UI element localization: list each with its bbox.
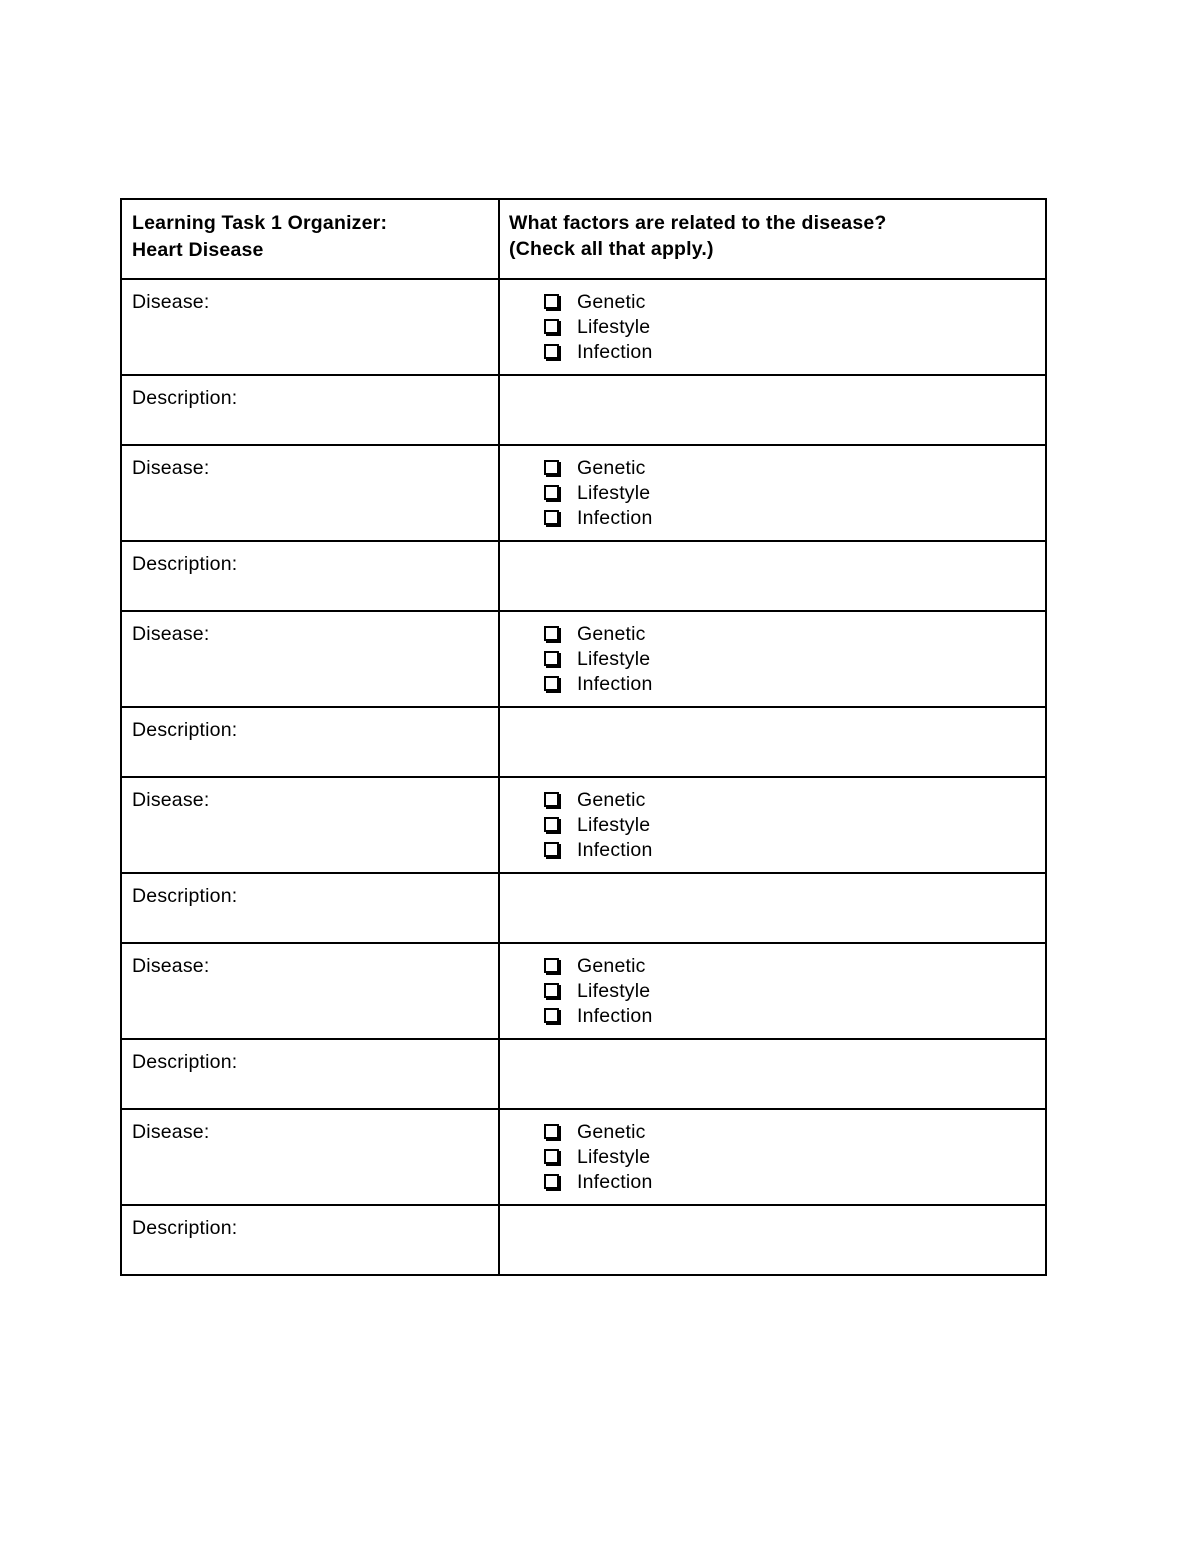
factor-option-lifestyle (544, 813, 1045, 838)
disease-row (121, 777, 1046, 873)
factor-option-infection (544, 506, 1045, 531)
organizer-title (122, 200, 498, 264)
description-label: Description: (132, 1217, 238, 1239)
factor-label: Infection (577, 673, 653, 695)
disease-row (121, 279, 1046, 375)
factor-option-lifestyle (544, 979, 1045, 1004)
description-row (121, 873, 1046, 943)
disease-label: Disease: (132, 623, 210, 645)
factor-label: Infection (577, 1005, 653, 1027)
header-right-cell (499, 199, 1046, 279)
factor-option-lifestyle (544, 1145, 1045, 1170)
factor-label: Lifestyle (577, 482, 651, 504)
checkbox-lifestyle[interactable] (544, 651, 559, 666)
description-cell[interactable] (121, 707, 499, 777)
description-blank-cell[interactable] (499, 707, 1046, 777)
disease-cell[interactable] (121, 1109, 499, 1205)
header-left-cell (121, 199, 499, 279)
factor-option-lifestyle (544, 481, 1045, 506)
description-label: Description: (132, 387, 238, 409)
disease-cell[interactable] (121, 777, 499, 873)
description-row (121, 1205, 1046, 1275)
factor-checklist (500, 280, 1045, 365)
factor-checklist (500, 1110, 1045, 1195)
factors-cell (499, 1109, 1046, 1205)
factor-label: Genetic (577, 623, 646, 645)
factor-option-lifestyle (544, 315, 1045, 340)
organizer-title-line1: Learning Task 1 Organizer: (132, 212, 388, 234)
checkbox-infection[interactable] (544, 1008, 559, 1023)
factor-label: Lifestyle (577, 1146, 651, 1168)
factor-option-genetic (544, 788, 1045, 813)
factors-cell (499, 943, 1046, 1039)
factors-question-line1: What factors are related to the disease? (509, 212, 887, 234)
factor-option-genetic (544, 456, 1045, 481)
factor-option-infection (544, 340, 1045, 365)
description-cell[interactable] (121, 541, 499, 611)
factor-option-infection (544, 838, 1045, 863)
disease-row (121, 943, 1046, 1039)
checkbox-lifestyle[interactable] (544, 485, 559, 500)
factor-option-lifestyle (544, 647, 1045, 672)
checkbox-genetic[interactable] (544, 626, 559, 641)
factor-label: Lifestyle (577, 316, 651, 338)
disease-label: Disease: (132, 1121, 210, 1143)
factor-label: Genetic (577, 291, 646, 313)
disease-label: Disease: (132, 789, 210, 811)
factors-question-line2: (Check all that apply.) (509, 238, 714, 260)
factor-option-genetic (544, 290, 1045, 315)
disease-label: Disease: (132, 457, 210, 479)
checkbox-infection[interactable] (544, 842, 559, 857)
disease-cell[interactable] (121, 279, 499, 375)
checkbox-lifestyle[interactable] (544, 319, 559, 334)
factor-checklist (500, 778, 1045, 863)
factor-checklist (500, 612, 1045, 697)
factor-label: Lifestyle (577, 648, 651, 670)
description-cell[interactable] (121, 1039, 499, 1109)
checkbox-lifestyle[interactable] (544, 983, 559, 998)
checkbox-infection[interactable] (544, 510, 559, 525)
checkbox-genetic[interactable] (544, 460, 559, 475)
factor-label: Genetic (577, 789, 646, 811)
description-blank-cell[interactable] (499, 541, 1046, 611)
factor-label: Genetic (577, 955, 646, 977)
description-label: Description: (132, 885, 238, 907)
description-blank-cell[interactable] (499, 375, 1046, 445)
factor-option-genetic (544, 1120, 1045, 1145)
description-label: Description: (132, 553, 238, 575)
checkbox-genetic[interactable] (544, 1124, 559, 1139)
checkbox-genetic[interactable] (544, 792, 559, 807)
disease-label: Disease: (132, 291, 210, 313)
factor-label: Infection (577, 839, 653, 861)
factor-option-infection (544, 1004, 1045, 1029)
description-label: Description: (132, 1051, 238, 1073)
factor-label: Infection (577, 341, 653, 363)
factors-question (500, 200, 1045, 262)
description-cell[interactable] (121, 873, 499, 943)
description-blank-cell[interactable] (499, 873, 1046, 943)
factor-label: Infection (577, 1171, 653, 1193)
description-blank-cell[interactable] (499, 1039, 1046, 1109)
factors-cell (499, 611, 1046, 707)
factors-cell (499, 445, 1046, 541)
description-row (121, 541, 1046, 611)
disease-row (121, 611, 1046, 707)
disease-cell[interactable] (121, 611, 499, 707)
checkbox-infection[interactable] (544, 344, 559, 359)
checkbox-infection[interactable] (544, 676, 559, 691)
factor-label: Genetic (577, 1121, 646, 1143)
factor-option-genetic (544, 954, 1045, 979)
checkbox-lifestyle[interactable] (544, 817, 559, 832)
description-row (121, 707, 1046, 777)
description-label: Description: (132, 719, 238, 741)
checkbox-infection[interactable] (544, 1174, 559, 1189)
factor-option-infection (544, 1170, 1045, 1195)
factor-label: Infection (577, 507, 653, 529)
factor-checklist (500, 446, 1045, 531)
factor-option-genetic (544, 622, 1045, 647)
factors-cell (499, 777, 1046, 873)
factor-label: Lifestyle (577, 980, 651, 1002)
organizer-table (120, 198, 1047, 1276)
organizer-title-line2: Heart Disease (132, 239, 264, 261)
disease-label: Disease: (132, 955, 210, 977)
factor-checklist (500, 944, 1045, 1029)
factors-cell (499, 279, 1046, 375)
description-row (121, 375, 1046, 445)
disease-row (121, 445, 1046, 541)
description-row (121, 1039, 1046, 1109)
checkbox-genetic[interactable] (544, 958, 559, 973)
header-row (121, 199, 1046, 279)
description-cell[interactable] (121, 375, 499, 445)
disease-cell[interactable] (121, 943, 499, 1039)
factor-option-infection (544, 672, 1045, 697)
checkbox-genetic[interactable] (544, 294, 559, 309)
factor-label: Lifestyle (577, 814, 651, 836)
factor-label: Genetic (577, 457, 646, 479)
description-blank-cell[interactable] (499, 1205, 1046, 1275)
checkbox-lifestyle[interactable] (544, 1149, 559, 1164)
disease-cell[interactable] (121, 445, 499, 541)
description-cell[interactable] (121, 1205, 499, 1275)
disease-row (121, 1109, 1046, 1205)
